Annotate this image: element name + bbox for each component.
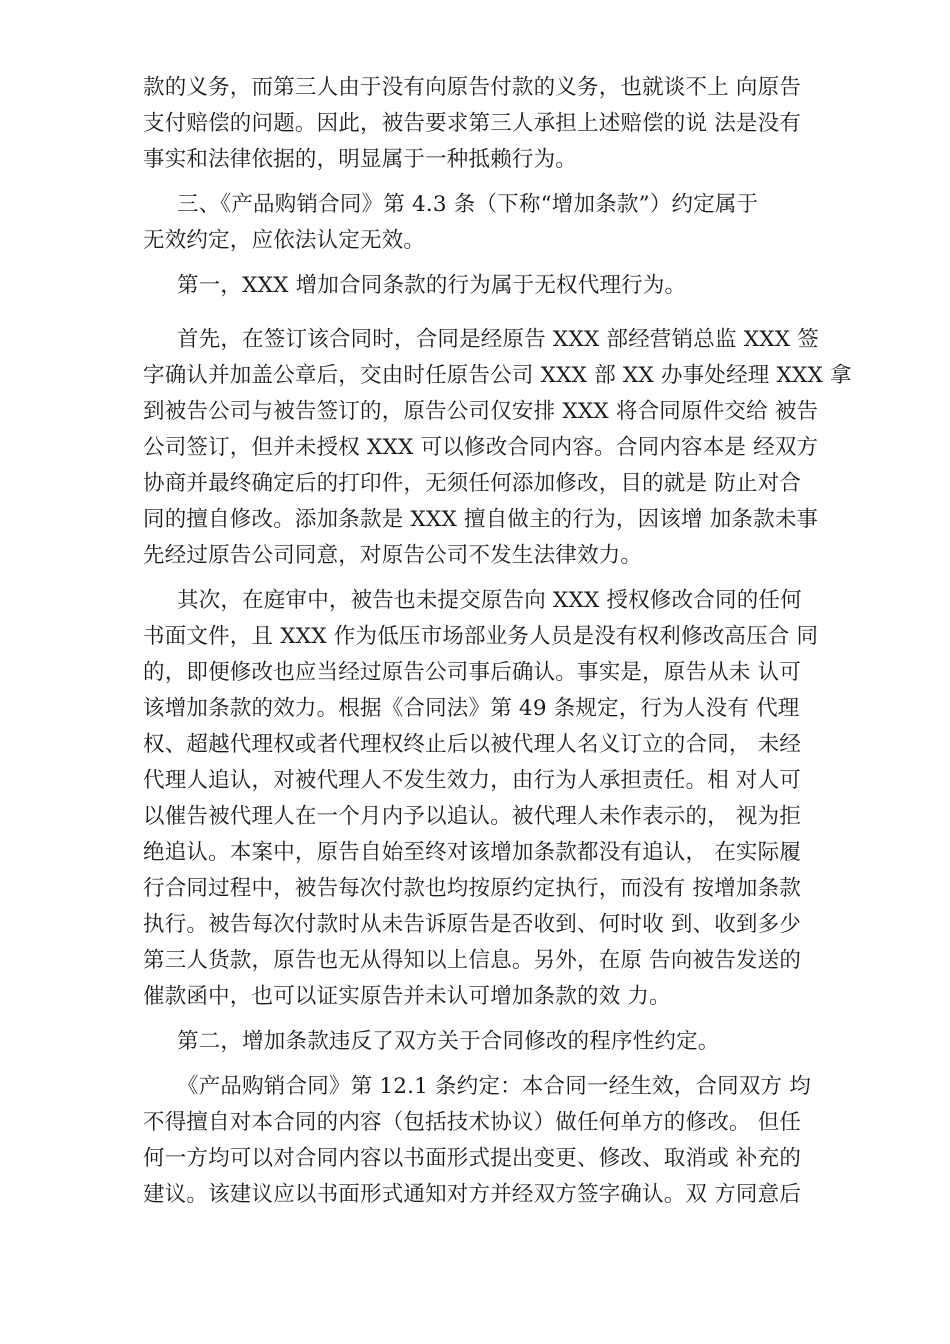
- text-line: 支付赔偿的问题。因此，被告要求第三人承担上述赔偿的说 法是没有: [143, 111, 802, 136]
- text-line: 何一方均可以对合同内容以书面形式提出变更、修改、取消或 补充的: [143, 1146, 802, 1171]
- text-line: 同的擅自修改。添加条款是 XXX 擅自做主的行为，因该增 加条款未事: [143, 507, 819, 532]
- text-line: 第一，XXX 增加合同条款的行为属于无权代理行为。: [177, 273, 687, 298]
- text-line: 的，即便修改也应当经过原告公司事后确认。事实是，原告从未 认可: [143, 660, 802, 685]
- text-line: 书面文件，且 XXX 作为低压市场部业务人员是没有权利修改高压合 同: [143, 624, 819, 649]
- text-line: 行合同过程中，被告每次付款也均按原约定执行，而没有 按增加条款: [143, 876, 802, 901]
- text-line: 以催告被代理人在一个月内予以追认。被代理人未作表示的， 视为拒: [143, 804, 802, 829]
- text-line: 执行。被告每次付款时从未告诉原告是否收到、何时收 到、收到多少: [143, 912, 802, 937]
- text-line: 无效约定，应依法认定无效。: [143, 228, 426, 253]
- text-line: 建议。该建议应以书面形式通知对方并经双方签字确认。双 方同意后: [143, 1182, 802, 1207]
- text-line: 该增加条款的效力。根据《合同法》第 49 条规定，行为人没有 代理: [143, 696, 800, 721]
- text-line: 《产品购销合同》第 12.1 条约定：本合同一经生效，合同双方 均: [177, 1074, 811, 1099]
- text-line: 权、超越代理权或者代理权终止后以被代理人名义订立的合同， 未经: [143, 732, 802, 757]
- text-line: 协商并最终确定后的打印件，无须任何添加修改，目的就是 防止对合: [143, 471, 802, 496]
- text-line: 公司签订，但并未授权 XXX 可以修改合同内容。合同内容本是 经双方: [143, 435, 819, 460]
- text-line: 款的义务，而第三人由于没有向原告付款的义务，也就谈不上 向原告: [143, 75, 802, 100]
- text-line: 到被告公司与被告签订的，原告公司仅安排 XXX 将合同原件交给 被告: [143, 399, 819, 424]
- text-line: 绝追认。本案中，原告自始至终对该增加条款都没有追认， 在实际履: [143, 840, 802, 865]
- text-line: 三、《产品购销合同》第 4.3 条（下称“增加条款”）约定属于: [177, 192, 759, 217]
- text-line: 不得擅自对本合同的内容（包括技术协议）做任何单方的修改。 但任: [143, 1110, 802, 1135]
- text-line: 第三人货款，原告也无从得知以上信息。另外，在原 告向被告发送的: [143, 948, 802, 973]
- text-line: 催款函中，也可以证实原告并未认可增加条款的效 力。: [143, 984, 671, 1009]
- text-line: 先经过原告公司同意，对原告公司不发生法律效力。: [143, 543, 643, 568]
- text-line: 首先，在签订该合同时，合同是经原告 XXX 部经营销总监 XXX 签: [177, 327, 819, 352]
- text-line: 字确认并加盖公章后，交由时任原告公司 XXX 部 XX 办事处经理 XXX 拿: [143, 363, 852, 388]
- text-line: 事实和法律依据的，明显属于一种抵赖行为。: [143, 147, 578, 172]
- text-line: 代理人追认，对被代理人不发生效力，由行为人承担责任。相 对人可: [143, 768, 802, 793]
- text-line: 第二，增加条款违反了双方关于合同修改的程序性约定。: [177, 1029, 720, 1054]
- text-line: 其次，在庭审中，被告也未提交原告向 XXX 授权修改合同的任何: [177, 588, 802, 613]
